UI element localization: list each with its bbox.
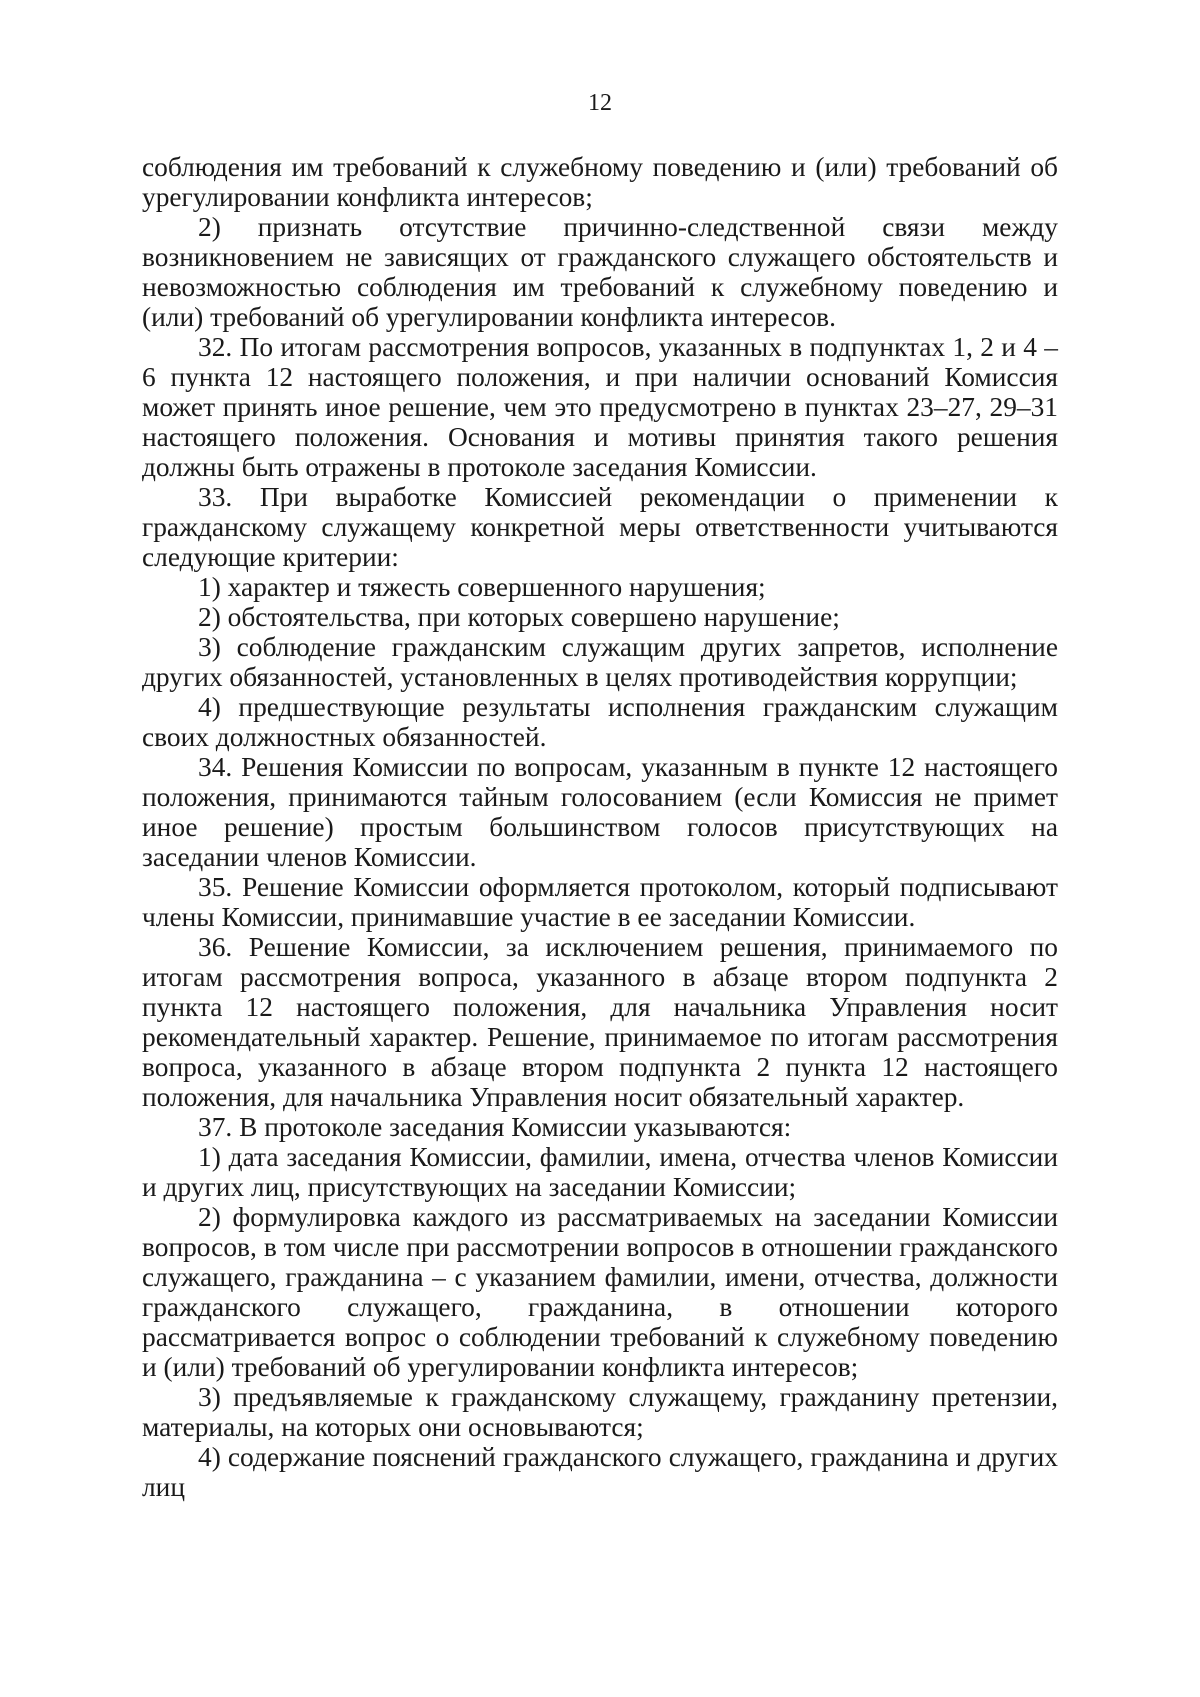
- paragraph-criterion-2: 2) обстоятельства, при которых совершено нарушение;: [198, 602, 840, 632]
- paragraph-criterion-3: 3) соблюдение гражданским служащим других запретов, исполнение других обязанностей, установленных в целях противодействия коррупции;: [142, 632, 1058, 692]
- paragraph-section-34: 34. Решения Комиссии по вопросам, указанным в пункте 12 настоящего положения, принимаются тайным голосованием (если Комиссия не примет иное решение) простым большинством голосов присутствующих на заседании членов Комиссии.: [142, 752, 1058, 872]
- paragraph-protocol-item-2: 2) формулировка каждого из рассматриваемых на заседании Комиссии вопросов, в том числе при рассмотрении вопросов в отношении гражданского служащего, гражданина – с указанием фамилии, имени, отчества, должности гражданского служащего, гражданина, в отношении которого рассматривается вопрос о соблюдении требований к служебному поведению и (или) требований об урегулировании конфликта интересов;: [142, 1202, 1058, 1382]
- paragraph-protocol-item-4: 4) содержание пояснений гражданского служащего, гражданина и других лиц: [142, 1442, 1058, 1502]
- paragraph-subitem-2: 2) признать отсутствие причинно-следственной связи между возникновением не зависящих от гражданского служащего обстоятельств и невозможностью соблюдения им требований к служебному поведению и (или) требований об урегулировании конфликта интересов.: [142, 212, 1058, 332]
- paragraph-section-33: 33. При выработке Комиссией рекомендации о применении к гражданскому служащему конкретной меры ответственности учитываются следующие критерии:: [142, 482, 1058, 572]
- paragraph-section-37: 37. В протоколе заседания Комиссии указываются:: [198, 1112, 792, 1142]
- paragraph-continuation: соблюдения им требований к служебному поведению и (или) требований об урегулировании конфликта интересов;: [142, 152, 1058, 212]
- paragraph-section-35: 35. Решение Комиссии оформляется протоколом, который подписывают члены Комиссии, принимавшие участие в ее заседании Комиссии.: [142, 872, 1058, 932]
- paragraph-criterion-1: 1) характер и тяжесть совершенного нарушения;: [198, 572, 766, 602]
- paragraph-section-36: 36. Решение Комиссии, за исключением решения, принимаемого по итогам рассмотрения вопроса, указанного в абзаце втором подпункта 2 пункта 12 настоящего положения, для начальника Управления носит рекомендательный характер. Решение, принимаемое по итогам рассмотрения вопроса, указанного в абзаце втором подпункта 2 пункта 12 настоящего положения, для начальника Управления носит обязательный характер.: [142, 932, 1058, 1112]
- paragraph-section-32: 32. По итогам рассмотрения вопросов, указанных в подпунктах 1, 2 и 4 – 6 пункта 12 настоящего положения, и при наличии оснований Комиссия может принять иное решение, чем это предусмотрено в пунктах 23–27, 29–31 настоящего положения. Основания и мотивы принятия такого решения должны быть отражены в протоколе заседания Комиссии.: [142, 332, 1058, 482]
- paragraph-criterion-4: 4) предшествующие результаты исполнения гражданским служащим своих должностных обязанностей.: [142, 692, 1058, 752]
- document-body: [142, 152, 1058, 1502]
- page-number: 12: [588, 90, 612, 116]
- paragraph-protocol-item-3: 3) предъявляемые к гражданскому служащему, гражданину претензии, материалы, на которых они основываются;: [142, 1382, 1058, 1442]
- paragraph-protocol-item-1: 1) дата заседания Комиссии, фамилии, имена, отчества членов Комиссии и других лиц, присутствующих на заседании Комиссии;: [142, 1142, 1058, 1202]
